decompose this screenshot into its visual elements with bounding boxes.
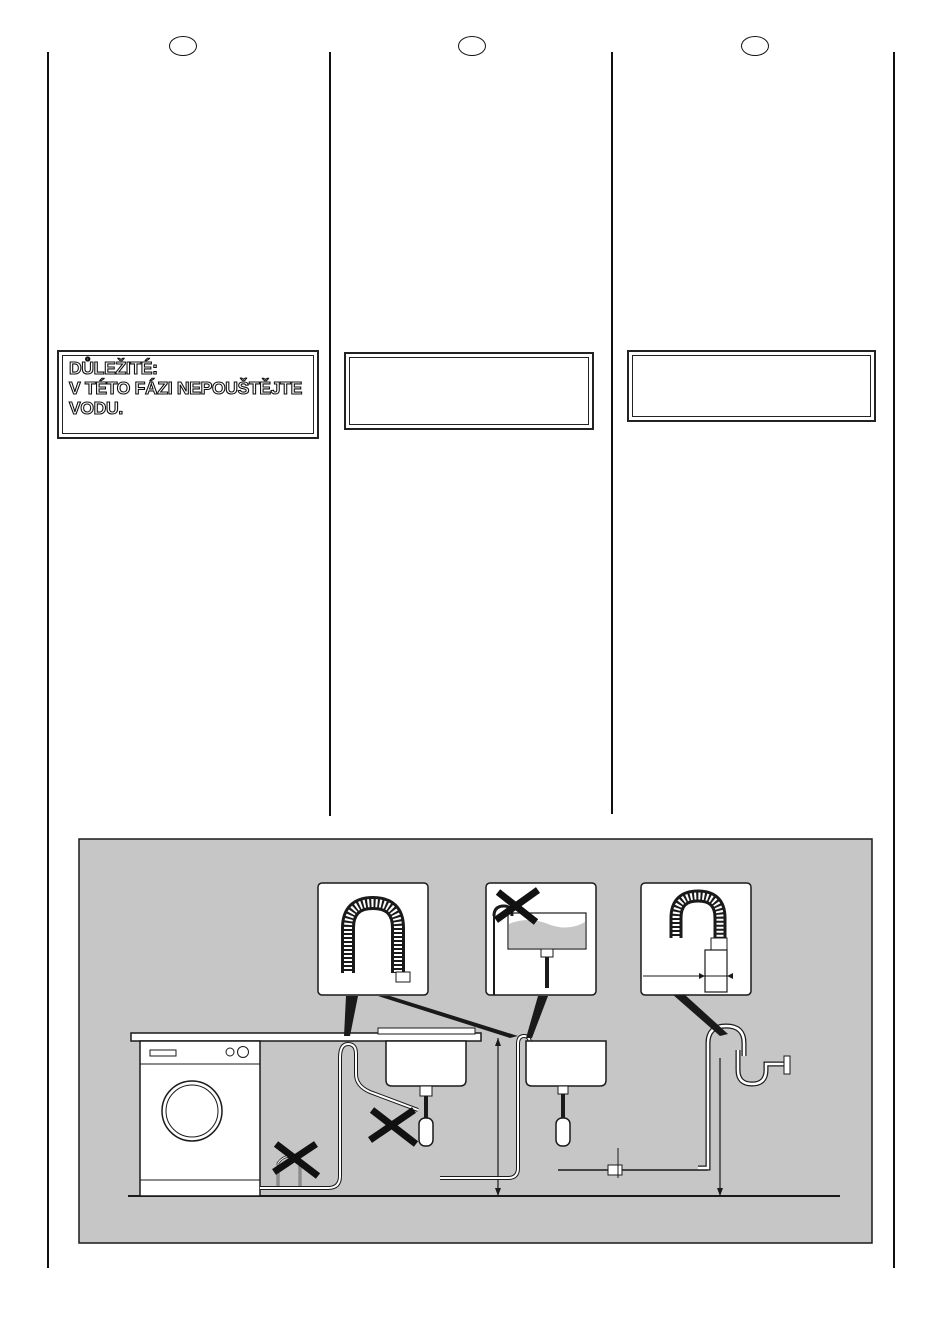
notice-line: VODU. [69,398,123,418]
important-notice-col2 [344,352,594,430]
washing-machine [140,1041,260,1196]
important-notice-col1 [57,350,319,439]
notice-line: V TÉTO FÁZI NEPOUŠTĚJTE [69,378,302,398]
important-notice-col3 [627,350,876,422]
detail-inset-sink [486,883,596,995]
drain-hose-installation-figure [78,838,873,1244]
notice-text [69,358,302,418]
notice-heading: DŮLEŽITÉ: [69,358,158,378]
language-marker-col2 [458,36,486,56]
column-divider-2 [611,52,613,814]
column-divider-1 [329,52,331,816]
language-marker-col1 [169,36,197,56]
page-left-rule [47,52,49,1268]
detail-inset-trap [641,883,751,995]
notice-inner-frame [349,357,589,425]
language-marker-col3 [741,36,769,56]
detail-inset-hose-curve [318,883,428,995]
notice-inner-frame [632,355,871,417]
page-right-rule [893,52,895,1268]
